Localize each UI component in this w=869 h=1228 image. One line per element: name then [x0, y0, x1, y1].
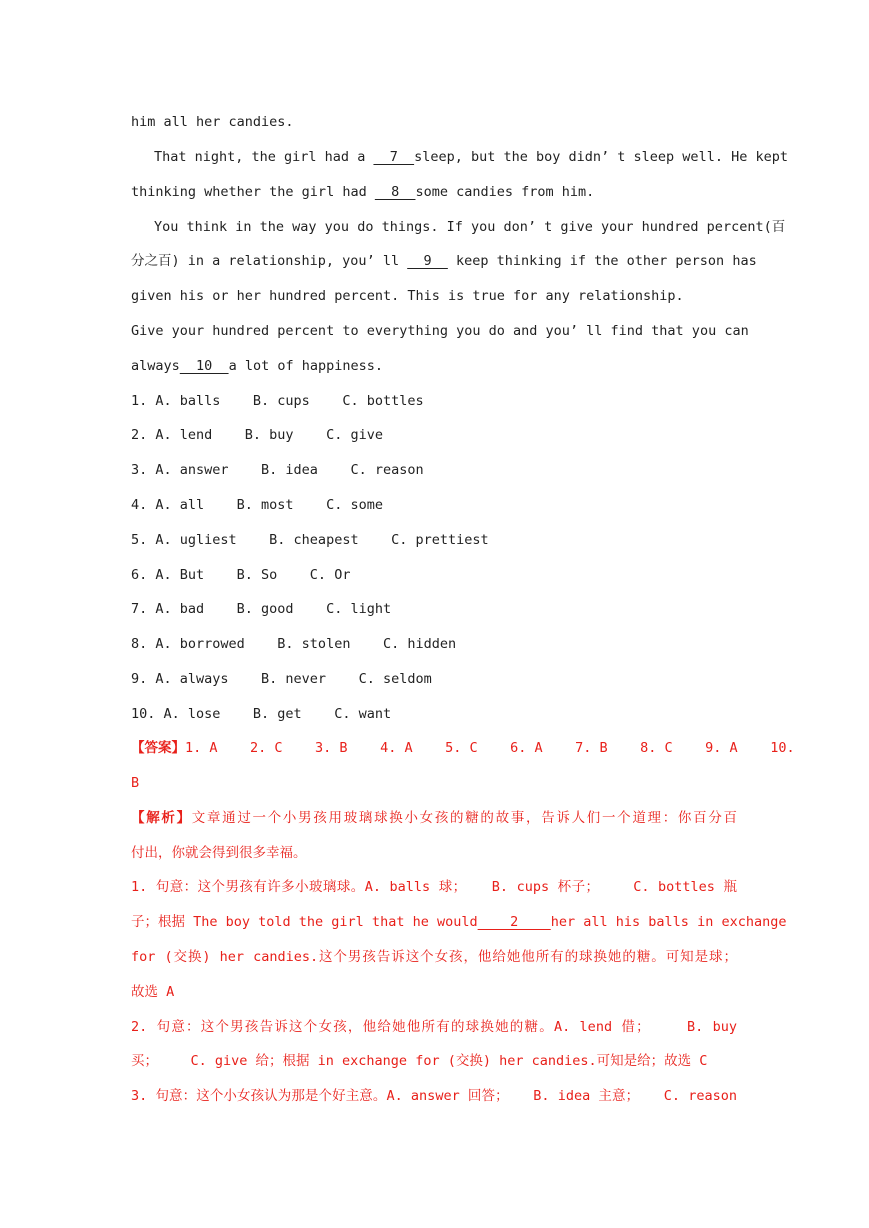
- answer-label: 【答案】: [131, 740, 185, 756]
- option-line: 2. A. lend B. buy C. give: [131, 427, 383, 443]
- passage-text: always: [131, 358, 180, 374]
- option-line: 4. A. all B. most C. some: [131, 497, 383, 513]
- passage-text: thinking whether the girl had: [131, 184, 375, 200]
- analysis-line: 故选 A: [131, 984, 175, 1000]
- option-line: 7. A. bad B. good C. light: [131, 601, 392, 617]
- passage-text: 分之百) in a relationship, you’ ll: [131, 253, 408, 269]
- option-line: 9. A. always B. never C. seldom: [131, 671, 432, 687]
- analysis-label: 【解析】: [131, 810, 192, 826]
- passage-text: keep thinking if the other person has: [447, 253, 757, 269]
- passage-line: [131, 356, 737, 376]
- option-line: 3. A. answer B. idea C. reason: [131, 462, 424, 478]
- option-line: 6. A. But B. So C. Or: [131, 567, 351, 583]
- passage-line: [131, 182, 737, 202]
- analysis-text: her all his balls in exchange: [550, 914, 787, 930]
- passage-line: [154, 147, 788, 167]
- answer-line: B: [131, 775, 140, 791]
- option-line: 5. A. ugliest B. cheapest C. prettiest: [131, 532, 489, 548]
- answer-line: [131, 738, 795, 758]
- passage-line: [131, 251, 757, 271]
- passage-line: him all her candies.: [131, 114, 294, 130]
- analysis-line: for (交换) her candies.这个男孩告诉这个女孩，他给她他所有的球换她的糖。可知是球；: [131, 949, 737, 965]
- blank-2: 2: [477, 914, 551, 930]
- analysis-text: 文章通过一个小男孩用玻璃球换小女孩的糖的故事，告诉人们一个道理：你百分百: [191, 810, 738, 826]
- analysis-line: [131, 808, 737, 828]
- analysis-line: 买； C. give 给；根据 in exchange for (交换) her candies.可知是给；故选 C: [131, 1053, 708, 1069]
- passage-text: some candies from him.: [415, 184, 595, 200]
- analysis-line: 付出，你就会得到很多幸福。: [131, 845, 307, 861]
- analysis-line: [131, 912, 787, 932]
- blank-7: 7: [373, 149, 415, 165]
- passage-line: Give your hundred percent to everything you do and you’ ll find that you can: [131, 323, 749, 339]
- blank-8: 8: [374, 184, 416, 200]
- option-line: 10. A. lose B. get C. want: [131, 706, 392, 722]
- analysis-line: 1. 句意：这个男孩有许多小玻璃球。A. balls 球； B. cups 杯子； C. bottles 瓶: [131, 879, 737, 895]
- answer-text: 1. A 2. C 3. B 4. A 5. C 6. A 7. B 8. C 9. A 10.: [185, 740, 795, 756]
- blank-9: 9: [407, 253, 448, 269]
- analysis-line: 2. 句意：这个男孩告诉这个女孩，他给她他所有的球换她的糖。A. lend 借； B. buy: [131, 1019, 737, 1035]
- passage-text: sleep, but the boy didn’ t sleep well. He kept: [414, 149, 788, 165]
- passage-line: You think in the way you do things. If you don’ t give your hundred percent(百: [154, 219, 786, 235]
- passage-line: given his or her hundred percent. This is true for any relationship.: [131, 288, 684, 304]
- option-line: 8. A. borrowed B. stolen C. hidden: [131, 636, 457, 652]
- option-line: 1. A. balls B. cups C. bottles: [131, 393, 424, 409]
- blank-10: 10: [179, 358, 229, 374]
- passage-text: a lot of happiness.: [228, 358, 383, 374]
- analysis-line: 3. 句意：这个小女孩认为那是个好主意。A. answer 回答； B. idea 主意； C. reason: [131, 1088, 737, 1104]
- passage-text: That night, the girl had a: [154, 149, 374, 165]
- analysis-text: 子；根据 The boy told the girl that he would: [131, 914, 478, 930]
